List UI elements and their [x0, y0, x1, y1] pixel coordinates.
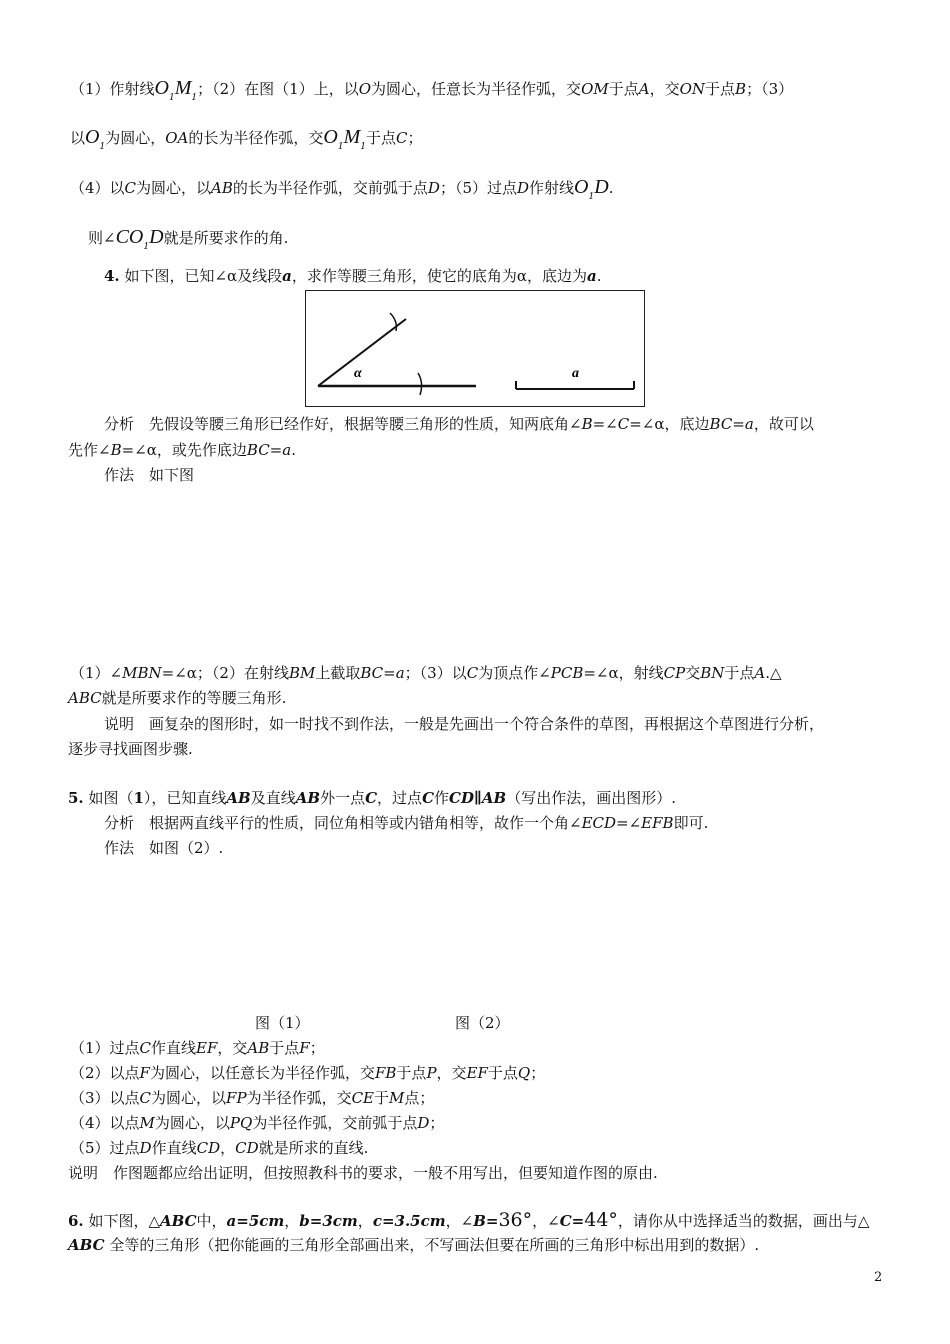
- symbol: O: [358, 80, 372, 98]
- question-number: 6.: [68, 1212, 84, 1230]
- text: =∠α，底边: [629, 415, 710, 433]
- symbol: AB: [211, 179, 233, 197]
- text: 即可.: [673, 814, 709, 832]
- text: .: [291, 441, 296, 459]
- text: （2）以点: [70, 1064, 140, 1082]
- conclusion-line: [88, 226, 288, 252]
- text: ，: [220, 1139, 236, 1157]
- text: （1）过点: [70, 1039, 140, 1057]
- text: 作射线: [529, 179, 575, 197]
- symbol: AB: [295, 789, 321, 807]
- text: .: [608, 179, 614, 197]
- symbol: EF: [466, 1064, 488, 1082]
- symbol: CP: [663, 664, 686, 682]
- steps-5-line-3: [70, 1087, 434, 1109]
- symbol: F: [139, 1064, 150, 1082]
- text: 先作∠: [68, 441, 111, 459]
- symbol: OM: [581, 80, 609, 98]
- text: 于: [374, 1089, 390, 1107]
- text: 分析 根据两直线平行的性质，同位角相等或内错角相等，故作一个角∠: [104, 814, 582, 832]
- text: 就是所求的直线.: [258, 1139, 369, 1157]
- text: ，交: [217, 1039, 248, 1057]
- text: ，∠: [445, 1212, 474, 1230]
- symbol: EF: [196, 1039, 218, 1057]
- text: 作: [434, 789, 450, 807]
- text: （4）以点: [70, 1114, 140, 1132]
- symbol: D: [149, 226, 164, 248]
- steps-5-line-4: [70, 1112, 444, 1134]
- text: 于点: [365, 129, 396, 147]
- text: 则∠: [88, 229, 116, 247]
- symbol: D: [594, 176, 609, 198]
- symbol: CD∥AB: [449, 789, 507, 807]
- steps-4-line-2: [68, 687, 286, 709]
- angle-b-label: B=: [473, 1212, 499, 1230]
- text: 作法 如下图: [104, 466, 195, 484]
- figure-caption-1: [255, 1012, 310, 1034]
- symbol: CE: [351, 1089, 375, 1107]
- text: 作直线: [151, 1039, 197, 1057]
- symbol: D: [517, 179, 530, 197]
- steps-5-line-5: [70, 1137, 368, 1159]
- text: ；: [407, 129, 423, 147]
- angle-label: α: [354, 366, 362, 381]
- text: 如图（: [83, 789, 134, 807]
- text: 于点: [487, 1064, 518, 1082]
- value-a: a=5cm: [226, 1212, 285, 1230]
- page-number: 2: [874, 1270, 883, 1285]
- question-6-line-2: [68, 1234, 759, 1256]
- text: ，故可以: [753, 415, 814, 433]
- text: 中，: [196, 1212, 227, 1230]
- text: 作法 如图（2）.: [104, 839, 224, 857]
- angle-b-value: 36°: [498, 1209, 533, 1231]
- text: 作直线: [151, 1139, 197, 1157]
- analysis-5: [104, 812, 708, 834]
- text: （5）过点: [70, 1139, 140, 1157]
- symbol: F: [299, 1039, 310, 1057]
- text: ，: [284, 1212, 300, 1230]
- symbol: CD: [235, 1139, 259, 1157]
- symbol: M: [174, 77, 192, 99]
- text: ；: [429, 1114, 445, 1132]
- symbol: C: [466, 664, 479, 682]
- text: （4）以: [70, 179, 125, 197]
- value-c: c=3.5cm: [372, 1212, 446, 1230]
- text: =∠: [592, 415, 618, 433]
- symbol: C: [139, 1089, 152, 1107]
- symbol: ABC: [68, 1236, 105, 1254]
- text: 逐步寻找画图步骤.: [68, 740, 193, 758]
- step-line-2: [70, 126, 422, 152]
- text: ；（5）过点: [439, 179, 517, 197]
- text: 于点: [724, 664, 755, 682]
- text: （3）以点: [70, 1089, 140, 1107]
- question-6-line-1: [68, 1209, 869, 1232]
- symbol: B: [581, 415, 593, 433]
- subscript: 1: [360, 142, 366, 152]
- symbol: MBN: [122, 664, 162, 682]
- symbol: C: [139, 1039, 152, 1057]
- symbol: B: [110, 441, 122, 459]
- steps-5-line-2: [70, 1062, 545, 1084]
- symbol: BC=a: [360, 664, 405, 682]
- symbol: BM: [288, 664, 316, 682]
- symbol: a: [587, 267, 597, 285]
- symbol: BN: [700, 664, 725, 682]
- text: 以: [70, 129, 86, 147]
- text: ，求作等腰三角形，使它的底角为α，底边为: [291, 267, 588, 285]
- text: 为圆心，以: [151, 1089, 227, 1107]
- text: 全等的三角形（把你能画的三角形全部画出来，不写画法但要在所画的三角形中标出用到的数据）.: [104, 1236, 760, 1254]
- symbol: O: [323, 126, 338, 148]
- subscript: 1: [588, 192, 595, 202]
- text: ，交: [649, 80, 680, 98]
- subscript: 1: [99, 142, 106, 152]
- symbol: Q: [517, 1064, 531, 1082]
- angle-c-label: C=: [559, 1212, 585, 1230]
- text: .△: [765, 664, 782, 682]
- text: 上截取: [315, 664, 361, 682]
- symbol: CD: [196, 1139, 221, 1157]
- symbol: P: [426, 1064, 437, 1082]
- text: 为半径作弧，交前弧于点: [252, 1114, 418, 1132]
- text: 说明 作图题都应给出证明，但按照教科书的要求，一般不用写出，但要知道作图的原由.: [68, 1164, 658, 1182]
- question-number: 4.: [104, 267, 120, 285]
- subscript: 1: [143, 242, 150, 252]
- symbol: BC=a: [246, 441, 292, 459]
- question-number: 5.: [68, 789, 84, 807]
- text: ，交: [436, 1064, 467, 1082]
- symbol: O: [574, 176, 589, 198]
- text: ，请你从中选择适当的数据，画出与△: [617, 1212, 870, 1230]
- text: ；: [309, 1039, 325, 1057]
- text: 于点: [705, 80, 736, 98]
- symbol: D: [139, 1139, 152, 1157]
- symbol: B: [735, 80, 747, 98]
- question-5: [68, 787, 676, 809]
- text: ，∠: [532, 1212, 560, 1230]
- step-line-3: [70, 176, 613, 202]
- text: 于点: [396, 1064, 427, 1082]
- symbol: ABC: [68, 689, 102, 707]
- text: 如下图，已知∠α及线段: [119, 267, 283, 285]
- text: 外一点: [320, 789, 366, 807]
- note-4-line-1: [104, 713, 824, 735]
- text: 图（2）: [455, 1014, 510, 1032]
- analysis-4-line-2: [68, 439, 296, 461]
- symbol: C: [124, 179, 137, 197]
- symbol: O: [154, 77, 169, 99]
- text: ；（2）在图（1）上，以: [197, 80, 359, 98]
- symbol: M: [343, 126, 361, 148]
- symbol: C: [395, 129, 408, 147]
- text: .: [596, 267, 602, 285]
- text: 的长为半径作弧，交前弧于点: [232, 179, 428, 197]
- symbol: C: [422, 789, 435, 807]
- text: ，过点: [377, 789, 423, 807]
- text: （1）作射线: [70, 80, 155, 98]
- text: ；: [530, 1064, 546, 1082]
- symbol: BC=a: [709, 415, 754, 433]
- text: =∠α；（2）在射线: [161, 664, 289, 682]
- text: ；（3）: [746, 80, 794, 98]
- question-4: [104, 265, 602, 287]
- method-5: [104, 837, 223, 859]
- symbol: ON: [679, 80, 706, 98]
- symbol: PCB: [550, 664, 584, 682]
- step-line-1: [70, 77, 793, 103]
- text: （1）∠: [70, 664, 123, 682]
- symbol: D: [417, 1114, 430, 1132]
- text: ，: [357, 1212, 373, 1230]
- text: 的长为半径作弧，交: [188, 129, 324, 147]
- text: 为圆心，以: [154, 1114, 230, 1132]
- symbol: M: [389, 1089, 405, 1107]
- arc-mark-lower: [418, 373, 422, 395]
- text: 1: [133, 789, 144, 807]
- note-5: [68, 1162, 658, 1184]
- text: 为顶点作∠: [478, 664, 551, 682]
- text: 点；: [404, 1089, 435, 1107]
- subscript: 1: [337, 142, 344, 152]
- symbol: PQ: [229, 1114, 253, 1132]
- symbol: ABC: [159, 1212, 197, 1230]
- text: 交: [685, 664, 701, 682]
- symbol: A: [754, 664, 766, 682]
- text: =∠: [616, 814, 642, 832]
- text: 说明 画复杂的图形时，如一时找不到作法，一般是先画出一个符合条件的草图，再根据这个草图进行分析，: [104, 715, 825, 733]
- symbol: ECD: [581, 814, 617, 832]
- symbol: D: [427, 179, 440, 197]
- symbol: AB: [247, 1039, 270, 1057]
- text: =∠α，或先作底边: [121, 441, 247, 459]
- subscript: 1: [191, 93, 198, 103]
- text: 为圆心，任意长为半径作弧，交: [371, 80, 582, 98]
- text: 分析 先假设等腰三角形已经作好，根据等腰三角形的性质，知两底角∠: [104, 415, 582, 433]
- note-4-line-2: [68, 738, 193, 760]
- symbol: A: [638, 80, 650, 98]
- text: =∠α，射线: [583, 664, 664, 682]
- figure-angle-segment: [305, 290, 645, 407]
- segment-label: a: [572, 366, 579, 381]
- symbol: OA: [165, 129, 189, 147]
- text: 为半径作弧，交: [246, 1089, 352, 1107]
- angle-ray-upper: [318, 319, 406, 386]
- text: 为圆心，以任意长为半径作弧，交: [149, 1064, 375, 1082]
- angle-c-value: 44°: [584, 1209, 618, 1231]
- text: 为圆心，: [105, 129, 166, 147]
- steps-4-line-1: [70, 662, 782, 684]
- figure-caption-2: [455, 1012, 510, 1034]
- text: （写出作法，画出图形）.: [506, 789, 677, 807]
- text: 及直线: [250, 789, 296, 807]
- text: ；（3）以: [404, 664, 467, 682]
- text: 图（1）: [255, 1014, 310, 1032]
- symbol: a: [282, 267, 292, 285]
- text: 为圆心，以: [136, 179, 212, 197]
- text: 于点: [608, 80, 639, 98]
- symbol: C: [617, 415, 630, 433]
- steps-5-line-1: [70, 1037, 325, 1059]
- subscript: 1: [169, 93, 175, 103]
- symbol: O: [85, 126, 100, 148]
- analysis-4-line-1: [104, 413, 814, 435]
- symbol: FP: [226, 1089, 247, 1107]
- symbol: CO: [115, 226, 144, 248]
- text: 就是所要求作的角.: [163, 229, 289, 247]
- text: 如下图，△: [83, 1212, 160, 1230]
- symbol: M: [139, 1114, 155, 1132]
- method-4: [104, 464, 194, 486]
- text: 于点: [269, 1039, 300, 1057]
- text: 就是所要求作的等腰三角形.: [101, 689, 287, 707]
- symbol: AB: [226, 789, 251, 807]
- symbol: FB: [374, 1064, 397, 1082]
- text: ），已知直线: [143, 789, 227, 807]
- figure-drawing: [306, 291, 644, 406]
- symbol: C: [365, 789, 378, 807]
- symbol: EFB: [641, 814, 674, 832]
- value-b: b=3cm: [299, 1212, 358, 1230]
